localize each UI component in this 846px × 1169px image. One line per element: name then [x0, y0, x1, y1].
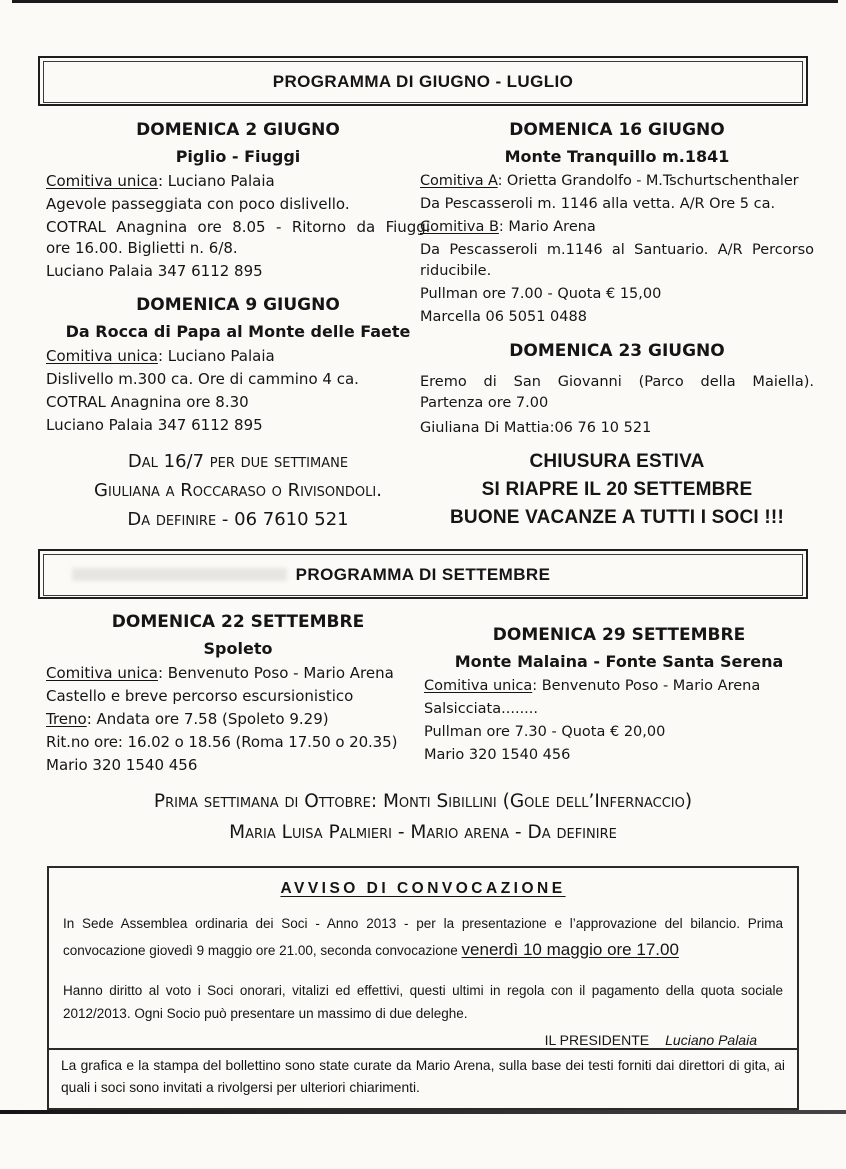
event-heading: DOMENICA 23 GIUGNO — [509, 341, 725, 361]
event-line-text: : Benvenuto Poso - Mario Arena — [157, 664, 394, 682]
comitiva-label: Comitiva unica — [46, 664, 158, 682]
july-note-line-1: Dal 16/7 per due settimane — [127, 451, 349, 472]
event-domenica-22-settembre — [46, 612, 430, 775]
event-subheading: Monte Malaina - Fonte Santa Serena — [454, 652, 784, 671]
notice-paragraph-1 — [63, 911, 783, 964]
closure-line-2: SI RIAPRE IL 20 SETTEMBRE — [481, 479, 753, 500]
event-heading: DOMENICA 29 SETTEMBRE — [492, 625, 746, 645]
scan-smudge — [72, 568, 287, 581]
footer-box — [47, 1048, 799, 1110]
event-line-text: : Mario Arena — [498, 219, 596, 235]
program-title-june-july: PROGRAMMA DI GIUGNO - LUGLIO — [43, 61, 803, 103]
october-note-line-1: Prima settimana di Ottobre: Monti Sibillini (Gole dell’Infernaccio) — [153, 791, 693, 812]
event-line — [420, 172, 814, 191]
event-line: Dislivello m.300 ca. Ore di cammino 4 ca. — [46, 370, 359, 388]
notice-paragraph-2: Hanno diritto al voto i Soci onorari, vitalizi ed effettivi, questi ultimi in regola con il pagamento della quota sociale 2012/2013. Ogni Socio può presentare un massimo di due deleghe. — [63, 983, 783, 1021]
event-line: Agevole passeggiata con poco dislivello. — [46, 195, 350, 213]
event-line: Pullman ore 7.00 - Quota € 15,00 — [420, 286, 662, 302]
event-subheading: Piglio - Fiuggi — [175, 147, 301, 166]
scan-edge-bottom — [0, 1110, 846, 1114]
signature-name: Luciano Palaia — [665, 1032, 757, 1048]
event-line — [46, 172, 430, 191]
title-box-september — [38, 549, 808, 599]
notice-heading: AVVISO DI CONVOCAZIONE — [280, 880, 566, 897]
signature-role: IL PRESIDENTE — [544, 1032, 650, 1048]
event-line-text: : Benvenuto Poso - Mario Arena — [532, 678, 761, 694]
event-line: COTRAL Anagnina ore 8.30 — [46, 393, 249, 411]
signature-row — [63, 1032, 783, 1048]
event-line: Mario 320 1540 456 — [46, 756, 198, 774]
october-note — [0, 786, 846, 848]
event-domenica-9-giugno — [46, 295, 430, 435]
event-subheading: Da Rocca di Papa al Monte delle Faete — [65, 322, 411, 341]
event-line: Luciano Palaia 347 6112 895 — [46, 262, 263, 280]
october-note-line-2: Maria Luisa Palmieri - Mario arena - Da definire — [229, 822, 617, 843]
event-line: COTRAL Anagnina ore 8.05 - Ritorno da Fiuggi — [46, 218, 430, 236]
event-line — [424, 677, 814, 696]
column-june-right — [420, 120, 814, 532]
comitiva-label: Comitiva unica — [424, 678, 533, 694]
event-line: Da Pescasseroli m. 1146 alla vetta. A/R Ore 5 ca. — [420, 196, 776, 212]
event-line: Giuliana Di Mattia:06 76 10 521 — [420, 420, 652, 436]
event-line-text: : Luciano Palaia — [157, 347, 275, 365]
july-note-line-3: Da definire - 06 7610 521 — [127, 509, 349, 530]
notice-highlight: venerdì 10 maggio ore 17.00 — [461, 940, 679, 959]
event-domenica-16-giugno — [420, 120, 814, 327]
event-line: Rit.no ore: 16.02 o 18.56 (Roma 17.50 o 20.35) — [46, 733, 398, 751]
summer-closure-note — [420, 448, 814, 532]
july-note — [46, 447, 430, 534]
column-june-left — [46, 120, 430, 534]
event-line: Da Pescasseroli m.1146 al Santuario. A/R Percorso — [420, 242, 814, 258]
event-line-text: : Andata ore 7.58 (Spoleto 9.29) — [86, 710, 329, 728]
event-line — [420, 218, 814, 237]
event-heading: DOMENICA 2 GIUGNO — [136, 120, 340, 140]
title-box-june-july — [38, 56, 808, 106]
event-heading: DOMENICA 9 GIUGNO — [136, 295, 340, 315]
notice-body-text: In Sede Assemblea ordinaria dei Soci - Anno 2013 - per la presentazione e l’approvazione del bilancio. Prima convocazione giovedì 9 maggio ore 21.00, seconda convocazione — [63, 916, 783, 958]
event-line — [46, 664, 430, 683]
closure-line-1: CHIUSURA ESTIVA — [529, 451, 705, 472]
event-subheading: Spoleto — [203, 639, 273, 658]
event-line-text: : Orietta Grandolfo - M.Tschurtschenthaler — [497, 173, 799, 189]
event-line-text: : Luciano Palaia — [157, 172, 275, 190]
event-domenica-2-giugno — [46, 120, 430, 281]
treno-label: Treno — [46, 710, 87, 728]
footer-text: La grafica e la stampa del bollettino sono state curate da Mario Arena, sulla base dei testi forniti dai direttori di gita, ai quali i soci sono invitati a rivolgersi per ulteriori chiarimenti. — [61, 1058, 785, 1095]
event-line — [46, 710, 430, 729]
comitiva-label: Comitiva unica — [46, 172, 158, 190]
july-note-line-2: Giuliana a Roccaraso o Rivisondoli. — [94, 480, 382, 501]
event-domenica-23-giugno — [420, 341, 814, 438]
event-domenica-29-settembre — [424, 625, 814, 765]
event-heading: DOMENICA 22 SETTEMBRE — [111, 612, 365, 632]
event-line: Castello e breve percorso escursionistico — [46, 687, 354, 705]
event-subheading: Monte Tranquillo m.1841 — [504, 147, 730, 166]
event-line: Partenza ore 7.00 — [420, 395, 549, 411]
comitiva-label: Comitiva B — [420, 219, 499, 235]
column-september-left — [46, 612, 430, 779]
scan-edge-top — [12, 0, 838, 3]
event-line: Pullman ore 7.30 - Quota € 20,00 — [424, 724, 666, 740]
program-title-september: PROGRAMMA DI SETTEMBRE — [295, 565, 551, 584]
event-line: riducibile. — [420, 263, 492, 279]
event-line: Salsicciata........ — [424, 701, 539, 717]
event-line: Eremo di San Giovanni (Parco della Maiella). — [420, 374, 814, 390]
event-line: Marcella 06 5051 0488 — [420, 309, 587, 325]
comitiva-label: Comitiva unica — [46, 347, 158, 365]
event-line: Mario 320 1540 456 — [424, 747, 571, 763]
column-september-right — [424, 625, 814, 769]
closure-line-3: BUONE VACANZE A TUTTI I SOCI !!! — [450, 507, 784, 528]
notice-box — [47, 866, 799, 1060]
event-heading: DOMENICA 16 GIUGNO — [509, 120, 725, 140]
event-line: Luciano Palaia 347 6112 895 — [46, 416, 263, 434]
event-line — [46, 347, 430, 366]
comitiva-label: Comitiva A — [420, 173, 498, 189]
event-line: ore 16.00. Biglietti n. 6/8. — [46, 239, 238, 257]
